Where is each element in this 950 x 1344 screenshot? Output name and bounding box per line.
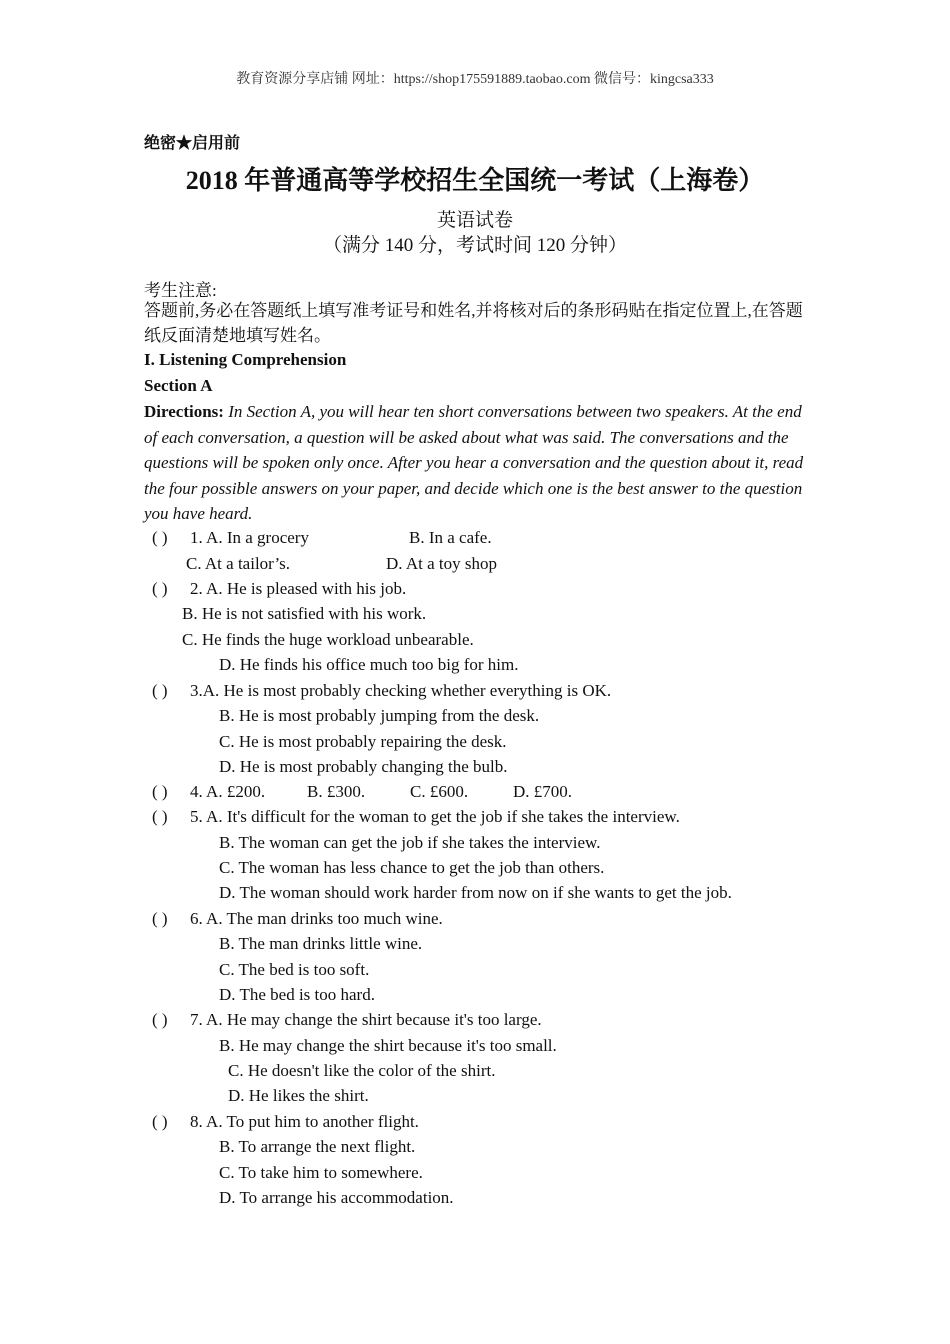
q1-option-b: B. In a cafe. (409, 528, 492, 547)
answer-blank-3: ( ) (152, 681, 168, 700)
q2-option-b: B. He is not satisfied with his work. (182, 604, 427, 623)
confidential-label: 绝密★启用前 (144, 135, 241, 152)
q7-option-a: 7. A. He may change the shirt because it's too large. (190, 1010, 542, 1029)
q7-option-b: B. He may change the shirt because it's too small. (219, 1036, 557, 1055)
q8-option-b: B. To arrange the next flight. (219, 1137, 416, 1156)
q4-option-b: B. £300. (307, 782, 366, 801)
q6-option-b: B. The man drinks little wine. (219, 934, 423, 953)
q3-option-c: C. He is most probably repairing the desk. (219, 732, 507, 751)
q5-option-d: D. The woman should work harder from now on if she wants to get the job. (219, 883, 732, 902)
q4-option-d: D. £700. (513, 782, 573, 801)
notice-body: 答题前,务必在答题纸上填写准考证号和姓名,并将核对后的条形码贴在指定位置上,在答题纸反面清楚地填写姓名。 (144, 301, 803, 345)
q6-option-a: 6. A. The man drinks too much wine. (190, 909, 443, 928)
answer-blank-8: ( ) (152, 1112, 168, 1131)
answer-blank-7: ( ) (152, 1010, 168, 1029)
directions-label: Directions: (144, 402, 224, 421)
q4-option-c: C. £600. (410, 782, 469, 801)
score-time: （满分 140 分，考试时间 120 分钟） (322, 235, 627, 256)
q5-option-a: 5. A. It's difficult for the woman to get the job if she takes the interview. (190, 807, 680, 826)
q5-option-c: C. The woman has less chance to get the job than others. (219, 858, 605, 877)
q1-option-a: 1. A. In a grocery (190, 528, 309, 547)
q8-option-d: D. To arrange his accommodation. (219, 1188, 454, 1207)
q3-option-d: D. He is most probably changing the bulb. (219, 757, 508, 776)
q4-option-a: 4. A. £200. (190, 782, 266, 801)
answer-blank-1: ( ) (152, 528, 168, 547)
directions-text: In Section A, you will hear ten short conversations between two speakers. At the end of each conversation, a question will be asked about what was said. The conversations and the questions will be spoken only once. After you hear a conversation and the question about it, read the four possible answers on your paper, and decide which one is the best answer to the question you have heard. (144, 402, 804, 523)
directions (144, 399, 804, 527)
q1-option-d: D. At a toy shop (386, 554, 497, 573)
answer-blank-6: ( ) (152, 909, 168, 928)
q5-option-b: B. The woman can get the job if she takes the interview. (219, 833, 601, 852)
notice-heading: 考生注意: (144, 281, 217, 300)
q1-option-c: C. At a tailor’s. (186, 554, 291, 573)
answer-blank-5: ( ) (152, 807, 168, 826)
exam-title: 2018 年普通高等学校招生全国统一考试（上海卷） (185, 166, 765, 195)
q6-option-c: C. The bed is too soft. (219, 960, 370, 979)
q3-option-b: B. He is most probably jumping from the desk. (219, 706, 540, 725)
q2-option-a: 2. A. He is pleased with his job. (190, 579, 407, 598)
q6-option-d: D. The bed is too hard. (219, 985, 375, 1004)
page-header: 教育资源分享店铺 网址：https://shop175591889.taobao.com 微信号：kingcsa333 (236, 72, 714, 87)
exam-subject: 英语试卷 (436, 210, 513, 231)
q7-option-d: D. He likes the shirt. (228, 1086, 369, 1105)
answer-blank-2: ( ) (152, 579, 168, 598)
part-heading: I. Listening Comprehension (144, 350, 347, 369)
q8-option-a: 8. A. To put him to another flight. (190, 1112, 419, 1131)
q8-option-c: C. To take him to somewhere. (219, 1163, 423, 1182)
section-heading: Section A (144, 376, 213, 395)
q3-option-a: 3.A. He is most probably checking whether everything is OK. (190, 681, 612, 700)
q2-option-c: C. He finds the huge workload unbearable. (182, 630, 474, 649)
q7-option-c: C. He doesn't like the color of the shirt. (228, 1061, 496, 1080)
answer-blank-4: ( ) (152, 782, 168, 801)
q2-option-d: D. He finds his office much too big for him. (219, 655, 519, 674)
